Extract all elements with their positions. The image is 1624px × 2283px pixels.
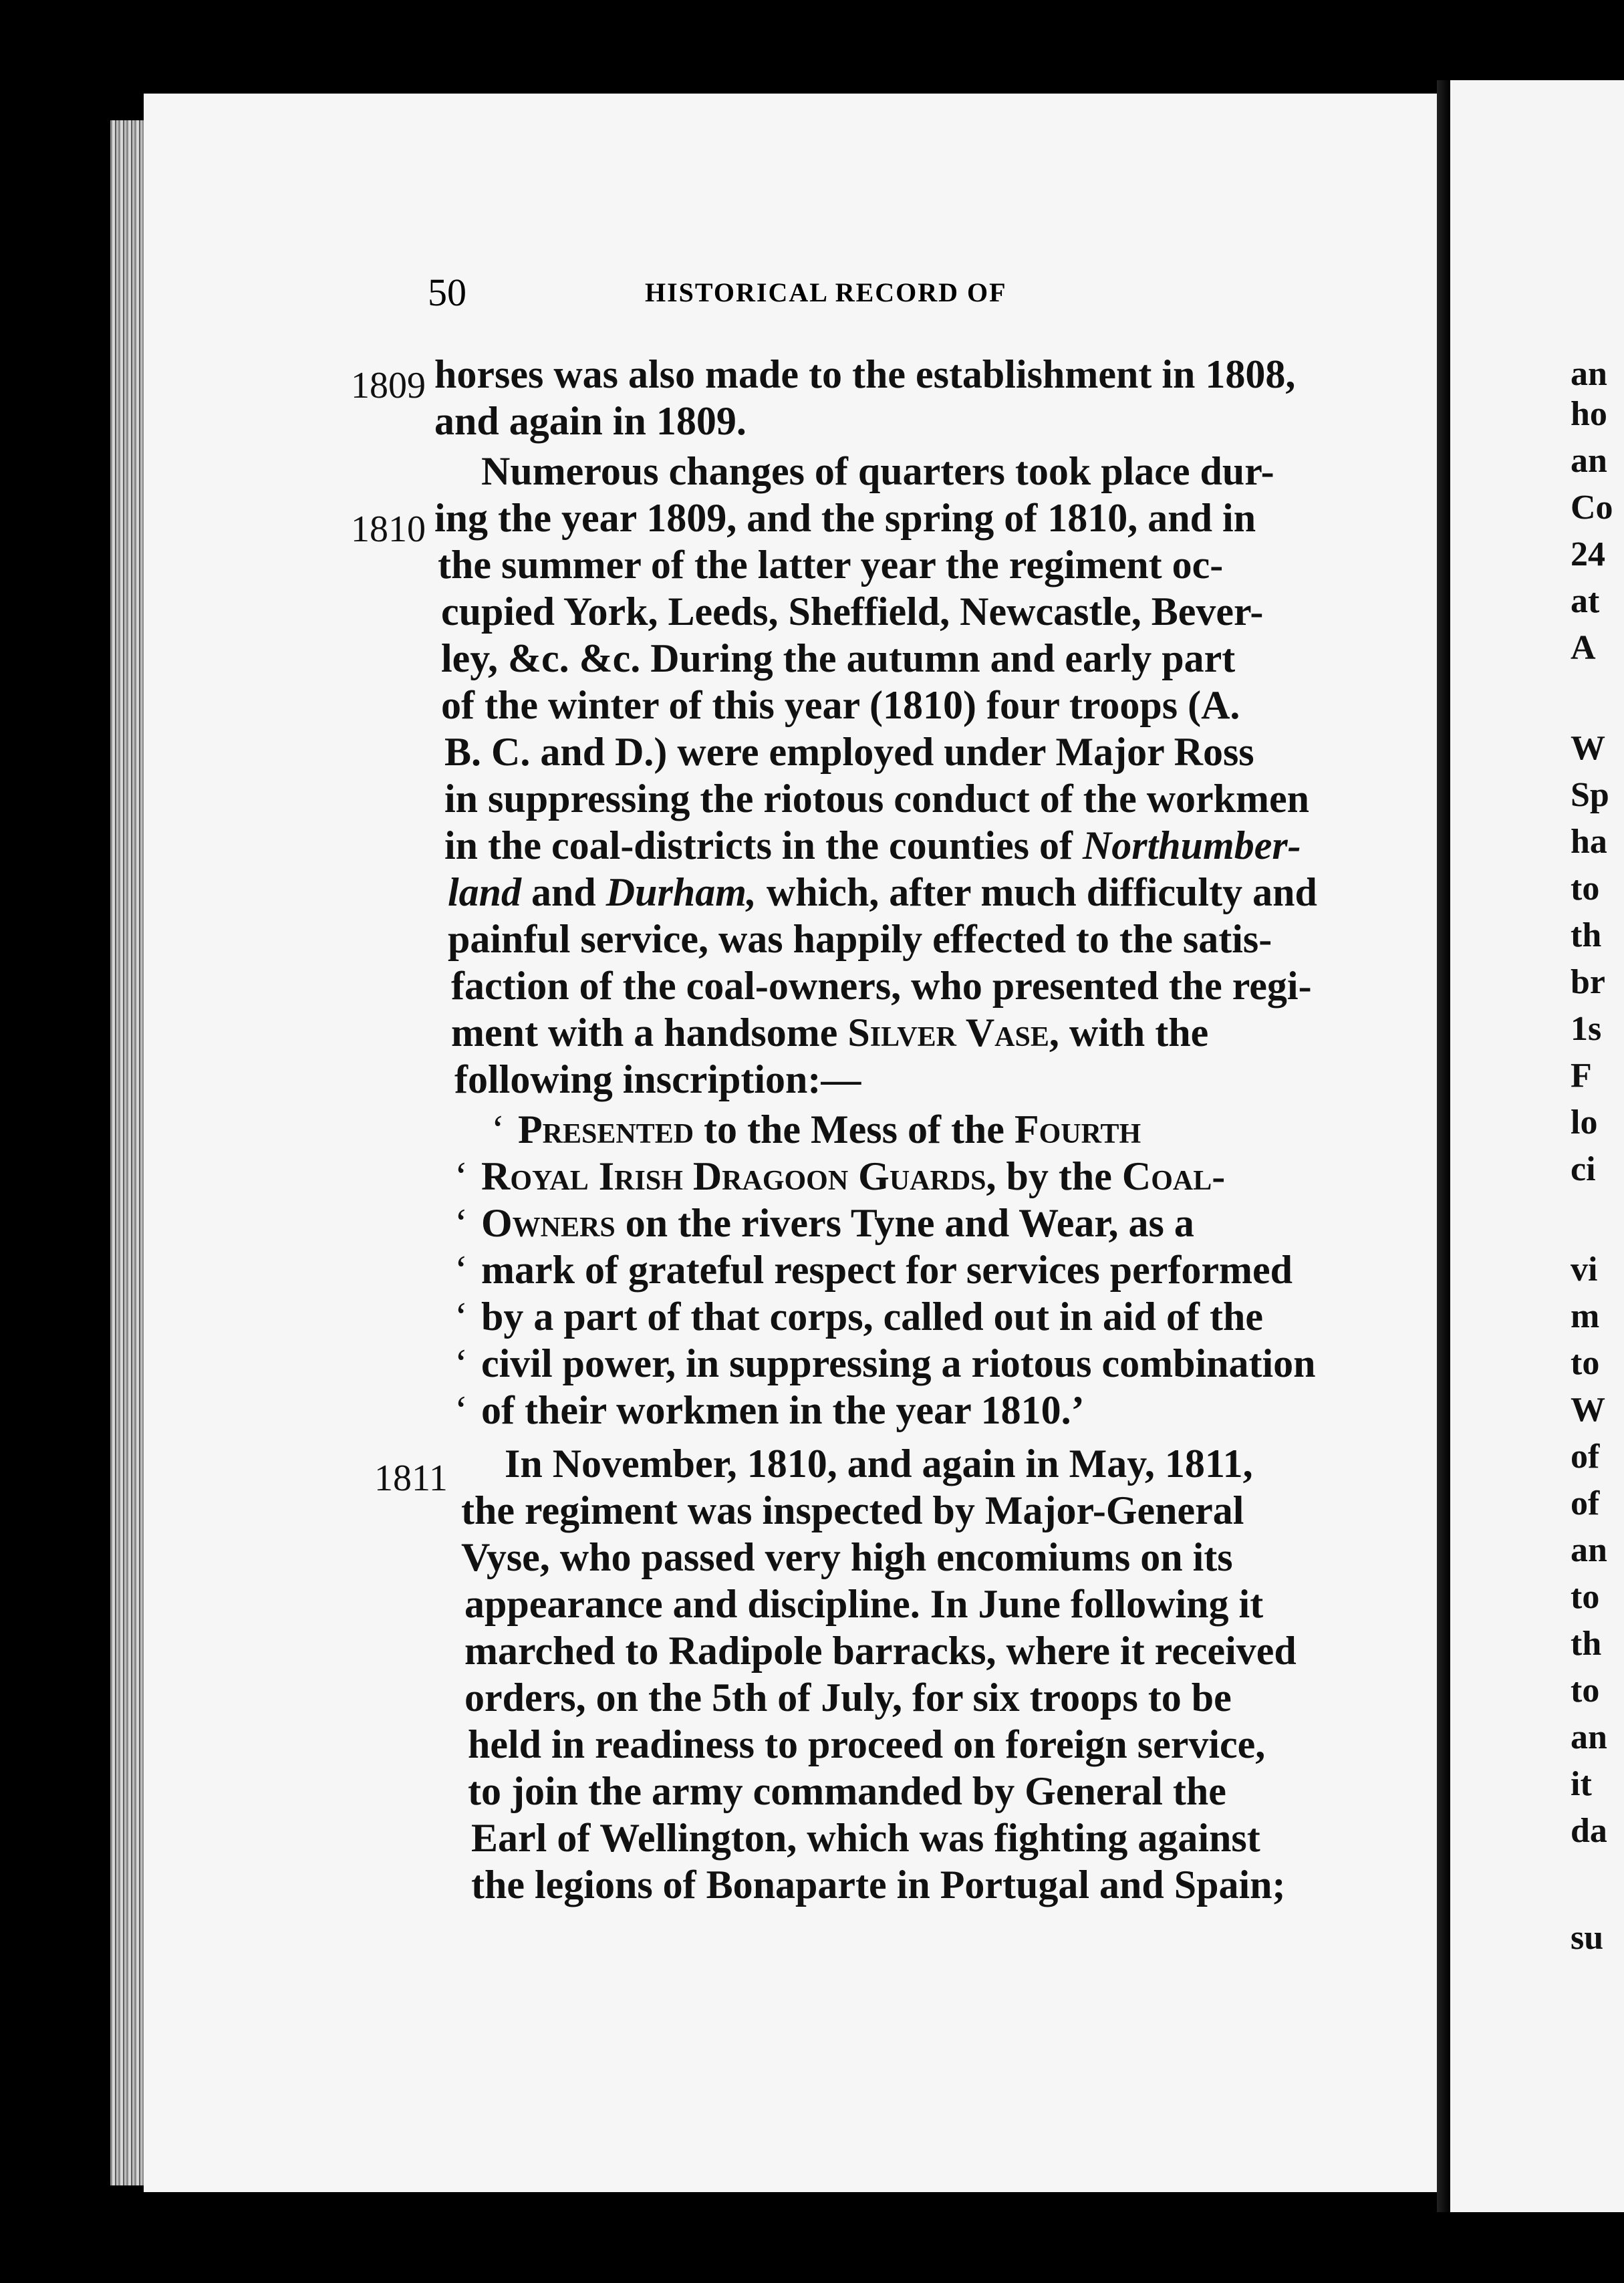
inscription-line: ‘ of their workmen in the year 1810.’ bbox=[454, 1388, 1085, 1432]
body-line: following inscription:— bbox=[454, 1057, 861, 1101]
body-line: ley, &c. &c. During the autumn and early part bbox=[441, 636, 1236, 680]
body-line: the regiment was inspected by Major-General bbox=[461, 1488, 1244, 1532]
inscription-line: ‘ mark of grateful respect for services performed bbox=[454, 1248, 1293, 1292]
facing-page-fragment: an bbox=[1571, 442, 1607, 480]
facing-page-fragment: su bbox=[1571, 1919, 1604, 1957]
facing-page-fragment: an bbox=[1571, 1718, 1607, 1756]
inscription-line: ‘ civil power, in suppressing a riotous combination bbox=[454, 1341, 1316, 1385]
inscription-line: ‘ Owners on the rivers Tyne and Wear, as a bbox=[454, 1201, 1194, 1245]
facing-page-fragment: W bbox=[1571, 729, 1605, 767]
inscription-line: ‘ Royal Irish Dragoon Guards, by the Coal- bbox=[454, 1154, 1226, 1198]
body-line: in suppressing the riotous conduct of the workmen bbox=[444, 777, 1310, 821]
facing-page-fragment: ci bbox=[1571, 1150, 1596, 1188]
body-line: ment with a handsome Silver Vase, with the bbox=[451, 1011, 1209, 1055]
page-number: 50 bbox=[428, 271, 466, 314]
body-line: faction of the coal-owners, who presented the regi- bbox=[451, 964, 1312, 1008]
running-head bbox=[0, 270, 1603, 323]
facing-page-fragment: an bbox=[1571, 1531, 1607, 1569]
margin-year-1811: 1811 bbox=[374, 1458, 448, 1499]
facing-page-fragment: F bbox=[1571, 1057, 1592, 1095]
body-line: painful service, was happily effected to the satis- bbox=[448, 917, 1272, 961]
body-line: Earl of Wellington, which was fighting against bbox=[471, 1816, 1260, 1860]
body-line: orders, on the 5th of July, for six troops to be bbox=[464, 1675, 1232, 1720]
facing-page-fragment: to bbox=[1571, 1344, 1600, 1382]
facing-page-fragment: da bbox=[1571, 1812, 1607, 1850]
facing-page-fragment: of bbox=[1571, 1438, 1600, 1476]
facing-page-fragment: A bbox=[1571, 629, 1596, 667]
inscription-line: ‘ Presented to the Mess of the Fourth bbox=[491, 1107, 1141, 1152]
body-line: of the winter of this year (1810) four troops (A. bbox=[441, 683, 1240, 727]
gutter-shadow bbox=[1437, 80, 1450, 2212]
facing-page-fragment: at bbox=[1571, 582, 1600, 620]
margin-year-1810: 1810 bbox=[351, 509, 426, 550]
body-line: held in readiness to proceed on foreign service, bbox=[468, 1722, 1266, 1766]
facing-page-fragment: Co bbox=[1571, 489, 1613, 527]
facing-page-fragment: ha bbox=[1571, 823, 1607, 861]
body-line: to join the army commanded by General the bbox=[468, 1769, 1226, 1813]
body-line: the legions of Bonaparte in Portugal and Spain; bbox=[471, 1863, 1286, 1907]
body-line: and again in 1809. bbox=[434, 399, 747, 443]
facing-page-fragment: an bbox=[1571, 355, 1607, 393]
body-line: the summer of the latter year the regiment oc- bbox=[438, 543, 1224, 587]
facing-page-fragment: to bbox=[1571, 869, 1600, 908]
body-line: cupied York, Leeds, Sheffield, Newcastle, Bever- bbox=[441, 589, 1264, 634]
margin-year-1809: 1809 bbox=[351, 365, 426, 406]
body-line: B. C. and D.) were employed under Major Ross bbox=[444, 730, 1254, 774]
facing-page-fragment: th bbox=[1571, 1625, 1602, 1663]
inscription-line: ‘ by a part of that corps, called out in aid of the bbox=[454, 1295, 1263, 1339]
body-line: appearance and discipline. In June following it bbox=[464, 1582, 1264, 1626]
facing-page-fragment: of bbox=[1571, 1484, 1600, 1522]
facing-page-fragment: 24 bbox=[1571, 535, 1605, 573]
facing-page-fragment: it bbox=[1571, 1765, 1592, 1803]
facing-page-fragment: W bbox=[1571, 1391, 1605, 1429]
running-title: HISTORICAL RECORD OF bbox=[645, 277, 1007, 307]
facing-page-fragment: Sp bbox=[1571, 776, 1609, 814]
facing-page-fragment: th bbox=[1571, 916, 1602, 954]
facing-page-fragment: vi bbox=[1571, 1250, 1598, 1289]
body-line: marched to Radipole barracks, where it received bbox=[464, 1629, 1297, 1673]
body-line: In November, 1810, and again in May, 1811, bbox=[505, 1442, 1253, 1486]
body-line: land and Durham, which, after much difficulty and bbox=[448, 870, 1317, 914]
body-line: Vyse, who passed very high encomiums on its bbox=[461, 1535, 1233, 1579]
facing-page-fragment: lo bbox=[1571, 1103, 1598, 1142]
facing-page-fragment: 1s bbox=[1571, 1010, 1602, 1048]
body-line: in the coal-districts in the counties of Northumber- bbox=[444, 823, 1301, 867]
body-line: ing the year 1809, and the spring of 1810, and in bbox=[434, 496, 1256, 540]
facing-page-fragment: to bbox=[1571, 1578, 1600, 1616]
body-line: Numerous changes of quarters took place dur- bbox=[481, 449, 1274, 493]
facing-page-fragment: m bbox=[1571, 1297, 1600, 1335]
facing-page-fragment: to bbox=[1571, 1671, 1600, 1710]
facing-page-fragment: ho bbox=[1571, 395, 1607, 433]
body-line: horses was also made to the establishment in 1808, bbox=[434, 352, 1296, 396]
facing-page-fragment: br bbox=[1571, 963, 1605, 1001]
